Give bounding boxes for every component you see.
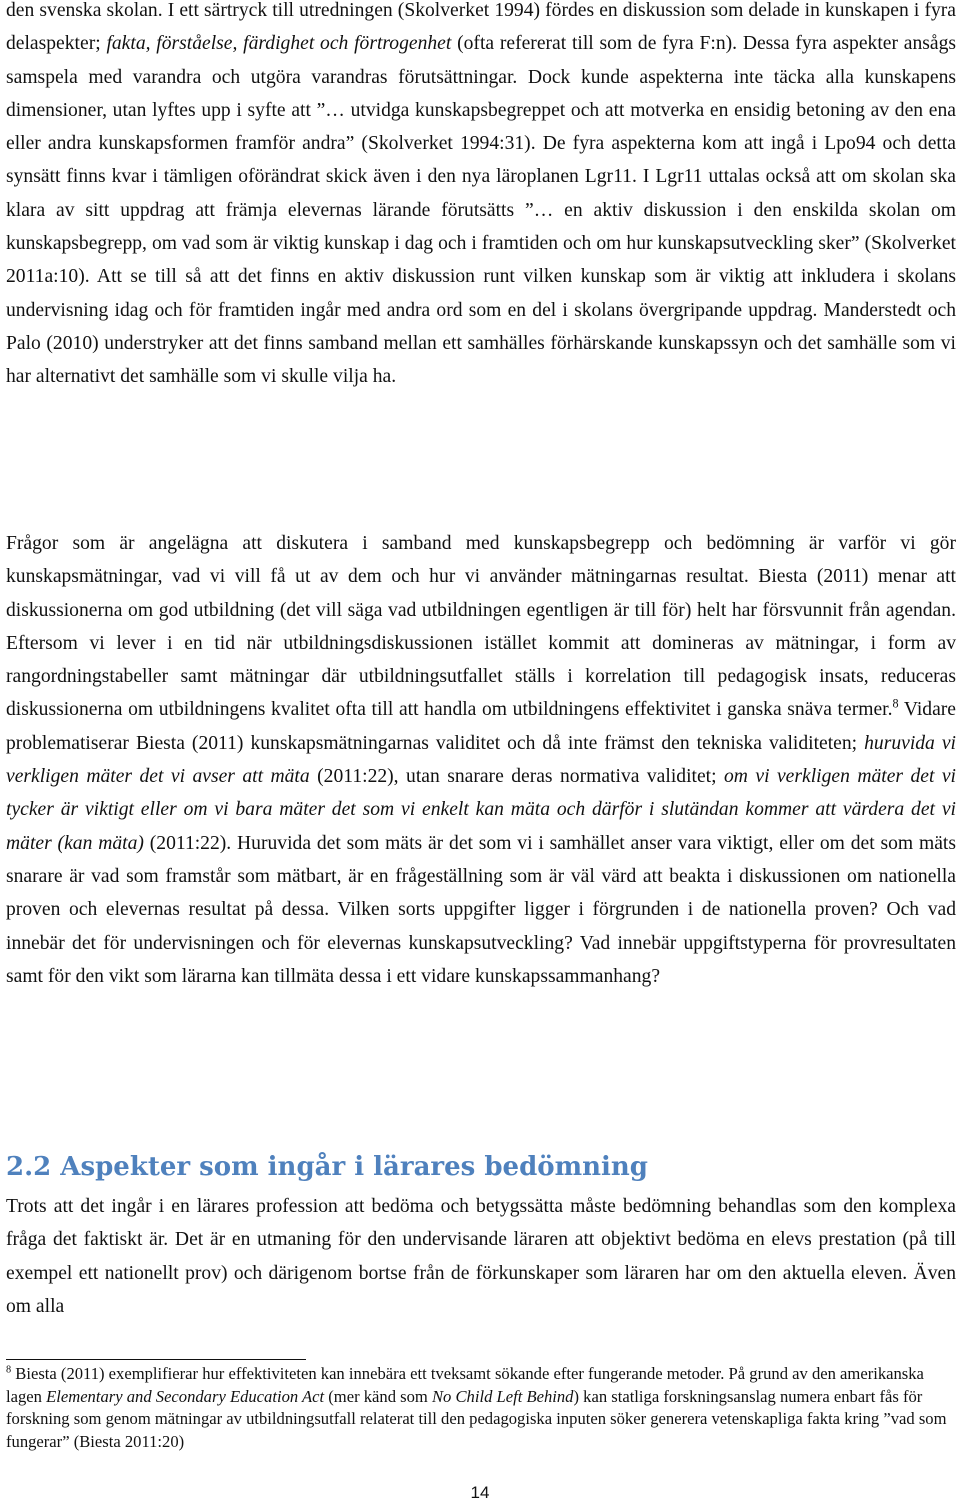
text-run: Frågor som är angelägna att diskutera i samband med kunskapsbegrepp och bedömning är varför vi gör kunskapsmätningar, vad vi vill få ut av dem och hur vi använder mätningarnas resultat. Biesta (2011) menar att diskussionerna om god utbildning (det vill säga vad utbildningen egentligen är till för) helt har försvunnit från agendan. Eftersom vi lever i en tid när utbildningsdiskussionen istället kommit att domineras av mätningar, i form av rangordningstabeller samt mätningar där utbildningsutfallet ställs i korrelation till pedagogisk insats, reduceras diskussionerna om utbildningens kvalitet ofta till att handla om utbildningens effektivitet i ganska snäva termer. [6, 533, 956, 721]
text-run: Biesta (2011) exemplifierar hur effektiviteten kan innebära ett tveksamt sökande efter fungerande metoder. På grund av den amerikanska lagen [6, 1364, 924, 1406]
text-run: (2011:22), utan snarare deras normativa validitet; [309, 766, 724, 788]
paragraph-measurement [6, 527, 956, 993]
footnote-separator [6, 1359, 306, 1360]
footnote [6, 1363, 956, 1453]
paragraph-assessment: Trots att det ingår i en lärares profession att bedöma och betygssätta måste bedömning behandlas som den komplexa fråga det faktiskt är. Det är en utmaning för den undervisande läraren att objektivt bedöma en elevs prestation (på till exempel ett nationellt prov) och därigenom bortse från de förkunskaper som läraren har om den aktuella eleven. Även om alla [6, 1196, 956, 1317]
footnote-number: 8 [6, 1364, 12, 1376]
paragraph-knowledge-aspects [6, 0, 956, 394]
text-run: (mer känd som [324, 1386, 432, 1406]
italic-run: om vi verkligen mäter det vi tycker är viktigt eller om vi bara mäter det som vi enkelt kan mäta och därför i slutändan kommer att värdera det vi mäter (kan mäta) [6, 766, 957, 854]
section-heading: 2.2 Aspekter som ingår i lärares bedömning [6, 1152, 648, 1182]
italic-run: huruvida vi verkligen mäter det vi avser att mäta [6, 732, 957, 788]
text-run: den svenska skolan. I ett särtryck till utredningen (Skolverket 1994) fördes en diskussion som delade in kunskapen i fyra delaspekter; [6, 0, 956, 55]
text-run: (2011:22). Huruvida det som mäts är det som vi i samhället anser vara viktigt, eller om det som mäts snarare är vad som framstår som mätbart, är en frågeställning som är väl värd att beakta i diskussionen om nationella proven och elevernas resultat på dessa. Vilken sorts uppgifter ligger i förgrunden i de nationella proven? Och vad innebär det för undervisningen och för elevernas kunskapsutveckling? Vad innebär uppgiftstyperna för provresultaten samt för den vikt som lärarna kan tillmäta dessa i ett vidare kunskapssammanhang? [6, 832, 956, 987]
italic-run: No Child Left Behind [431, 1386, 574, 1406]
italic-run: Elementary and Secondary Education Act [46, 1386, 325, 1406]
text-run: (ofta refererat till som de fyra F:n). Dessa fyra aspekter ansågs samspela med varandra och utgöra varandras förutsättningar. Dock kunde aspekterna inte täcka alla kunskapens dimensioner, utan lyftes upp i syfte att ”… utvidga kunskapsbegreppet och att motverka en ensidig betoning av den ena eller andra kunskapsformen framför andra” (Skolverket 1994:31). De fyra aspekterna kom att ingå i Lpo94 och detta synsätt finns kvar i tämligen oförändrat skick även i den nya läroplanen Lgr11. I Lgr11 uttalas också att om skolan ska klara av sitt uppdrag att främja elevernas lärande förutsätts ”… en aktiv diskussion i den enskilda skolan om kunskapsbegrepp, om vad som är viktig kunskap i dag och i framtiden och om hur kunskapsutveckling sker” (Skolverket 2011a:10). Att se till så att det finns en aktiv diskussion runt vilken kunskap som är viktig att inkludera i skolans undervisning idag och för framtiden ingår med andra ord som en del i skolans övergripande uppdrag. Manderstedt och Palo (2010) understryker att det finns samband mellan ett samhälles förhärskande kunskapssyn och det samhälle som vi har alternativt det samhälle som vi skulle vilja ha. [6, 33, 956, 388]
text-run: ) kan statliga forskningsanslag numera enbart fås för forskning som genom mätningar av utbildningsutfall relaterat till den pedagogiska inputen söker generera vetenskapliga fakta kring ”vad som fungerar” (Biesta 2011:20) [6, 1386, 947, 1451]
footnote-reference[interactable]: 8 [892, 696, 899, 711]
italic-run: fakta, förståelse, färdighet och förtrogenhet [106, 33, 452, 55]
text-run: Vidare problematiserar Biesta (2011) kunskapsmätningarnas validitet och då inte främst den tekniska validiteten; [6, 699, 956, 754]
page-number: 14 [470, 1483, 490, 1502]
